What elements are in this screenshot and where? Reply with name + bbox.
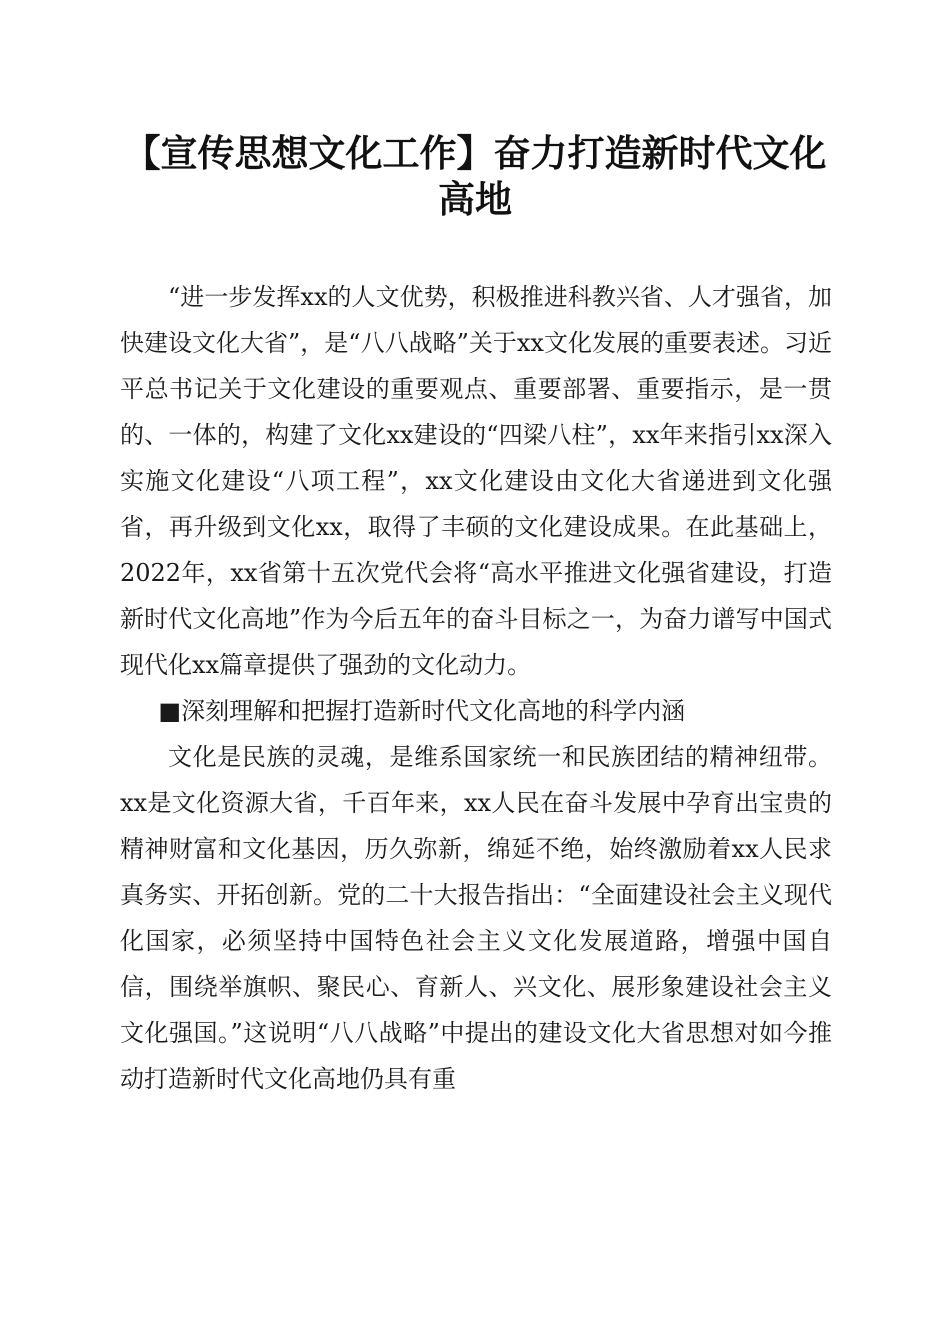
section-heading: ■深刻理解和把握打造新时代文化高地的科学内涵 bbox=[158, 697, 686, 725]
paragraph-intro: “进一步发挥xx的人文优势，积极推进科教兴省、人才强省，加快建设文化大省”，是“八八战略”关于xx文化发展的重要表述。习近平总书记关于文化建设的重要观点、重要部署、重要指示，是一贯的、一体的，构建了文化xx建设的“四梁八柱”，xx年来指引xx深入实施文化建设“八项工程”，xx文化建设由文化大省递进到文化强省，再升级到文化xx，取得了丰硕的文化建设成果。在此基础上，2022年，xx省第十五次党代会将“高水平推进文化强省建设，打造新时代文化高地”作为今后五年的奋斗目标之一，为奋力谱写中国式现代化xx篇章提供了强劲的文化动力。 bbox=[120, 283, 832, 679]
document-body bbox=[120, 274, 832, 1102]
paragraph-culture: 文化是民族的灵魂，是维系国家统一和民族团结的精神纽带。xx是文化资源大省，千百年来，xx人民在奋斗发展中孕育出宝贵的精神财富和文化基因，历久弥新，绵延不绝，始终激励着xx人民求真务实、开拓创新。党的二十大报告指出：“全面建设社会主义现代化国家，必须坚持中国特色社会主义文化发展道路，增强中国自信，围绕举旗帜、聚民心、育新人、兴文化、展形象建设社会主义文化强国。”这说明“八八战略”中提出的建设文化大省思想对如今推动打造新时代文化高地仍具有重 bbox=[120, 743, 832, 1093]
document-title: 【宣传思想文化工作】奋力打造新时代文化高地 bbox=[123, 131, 827, 221]
